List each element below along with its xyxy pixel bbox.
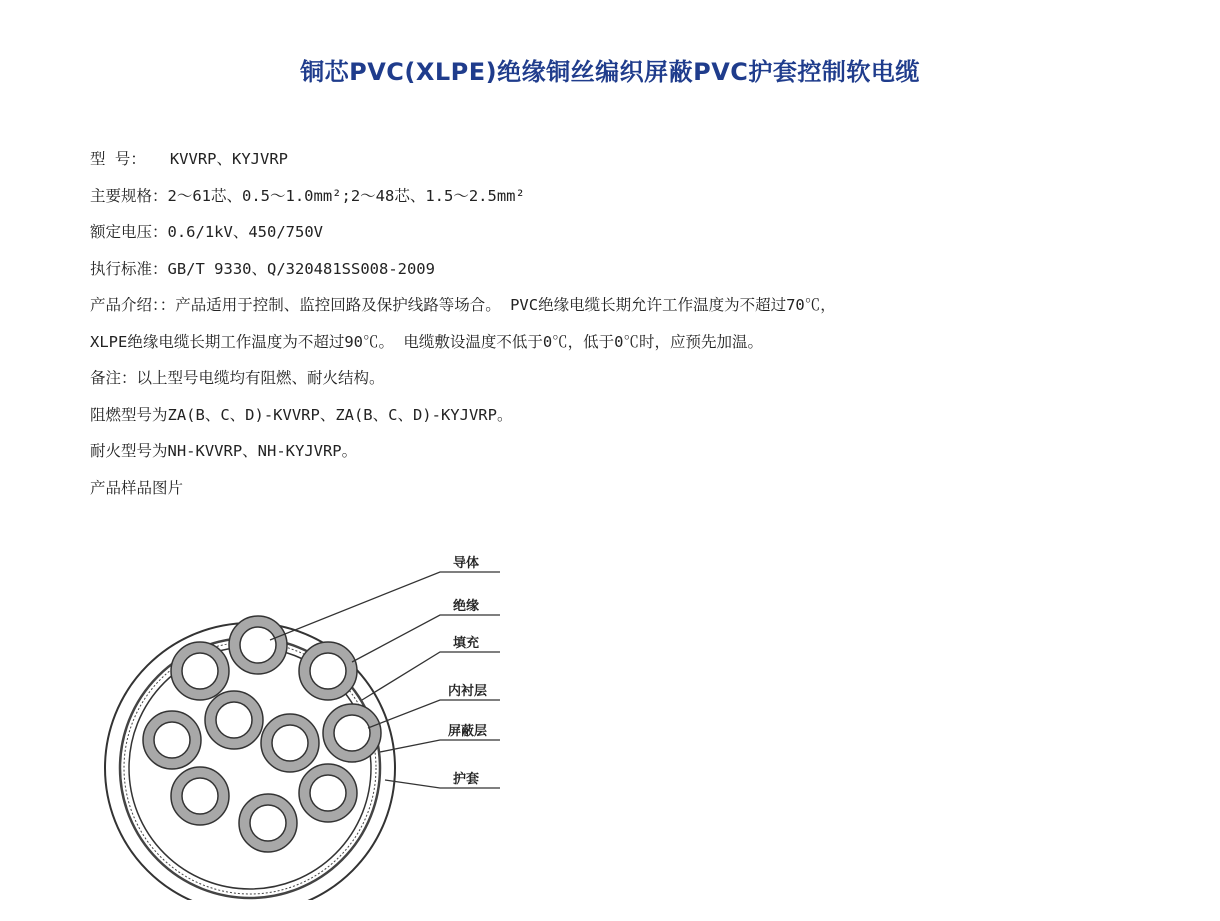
voltage-value: 0.6/1kV、450/750V bbox=[167, 223, 323, 241]
core-8 bbox=[171, 767, 229, 825]
spec-voltage-row bbox=[90, 217, 1200, 254]
callout-line-sheath bbox=[385, 780, 500, 788]
core-1 bbox=[229, 616, 287, 674]
cable-cross-section-svg bbox=[100, 540, 520, 900]
spec-model-row bbox=[90, 144, 1200, 181]
spec-intro-continued: XLPE绝缘电缆长期工作温度为不超过90℃。 电缆敷设温度不低于0℃，低于0℃时，应预先加温。 bbox=[90, 332, 763, 351]
core-2 bbox=[171, 642, 229, 700]
callout-line-shield bbox=[380, 740, 500, 752]
model-label: 型 号： bbox=[90, 150, 146, 168]
label-conductor: 导体 bbox=[453, 556, 480, 571]
spec-label: 主要规格： bbox=[90, 186, 168, 205]
standard-value: GB/T 9330、Q/320481SS008-2009 bbox=[167, 259, 435, 278]
label-sheath: 护套 bbox=[453, 772, 480, 787]
spec-fire-models: 耐火型号为NH-KVVRP、NH-KYJVRP。 bbox=[90, 442, 358, 460]
cable-cross-section-diagram bbox=[100, 540, 520, 900]
standard-label: 执行标准： bbox=[90, 259, 168, 278]
page-title: 铜芯PVC(XLPE)绝缘铜丝编织屏蔽PVC护套控制软电缆 bbox=[300, 58, 920, 86]
label-insulation: 绝缘 bbox=[453, 599, 480, 614]
core-9 bbox=[299, 764, 357, 822]
model-value: KVVRP、KYJVRP bbox=[169, 150, 288, 168]
spec-value: 2～61芯、0.5～1.0mm²;2～48芯、1.5～2.5mm² bbox=[167, 186, 525, 205]
core-3 bbox=[299, 642, 357, 700]
spec-note: 备注：以上型号电缆均有阻燃、耐火结构。 bbox=[90, 369, 385, 387]
intro-label: 产品介绍： bbox=[90, 296, 160, 314]
spec-standard-row bbox=[90, 254, 1200, 291]
core-group bbox=[143, 616, 381, 852]
label-shield: 屏蔽层 bbox=[448, 724, 488, 739]
core-4 bbox=[143, 711, 201, 769]
core-7 bbox=[323, 704, 381, 762]
core-6 bbox=[261, 714, 319, 772]
core-5 bbox=[205, 691, 263, 749]
spec-intro-row bbox=[90, 290, 1200, 327]
spec-flame-models: 阻燃型号为ZA(B、C、D)-KVVRP、ZA(B、C、D)-KYJVRP。 bbox=[90, 405, 513, 424]
spec-spec-row bbox=[90, 181, 1200, 218]
core-10 bbox=[239, 794, 297, 852]
label-filler: 填充 bbox=[453, 636, 480, 651]
spec-list bbox=[90, 144, 1200, 509]
sample-heading: 产品样品图片 bbox=[90, 478, 184, 497]
intro-value-1: ：产品适用于控制、监控回路及保护线路等场合。 PVC绝缘电缆长期允许工作温度为不超过70℃， bbox=[159, 296, 836, 314]
label-inner-lining: 内衬层 bbox=[448, 684, 488, 699]
voltage-label: 额定电压： bbox=[90, 223, 168, 241]
